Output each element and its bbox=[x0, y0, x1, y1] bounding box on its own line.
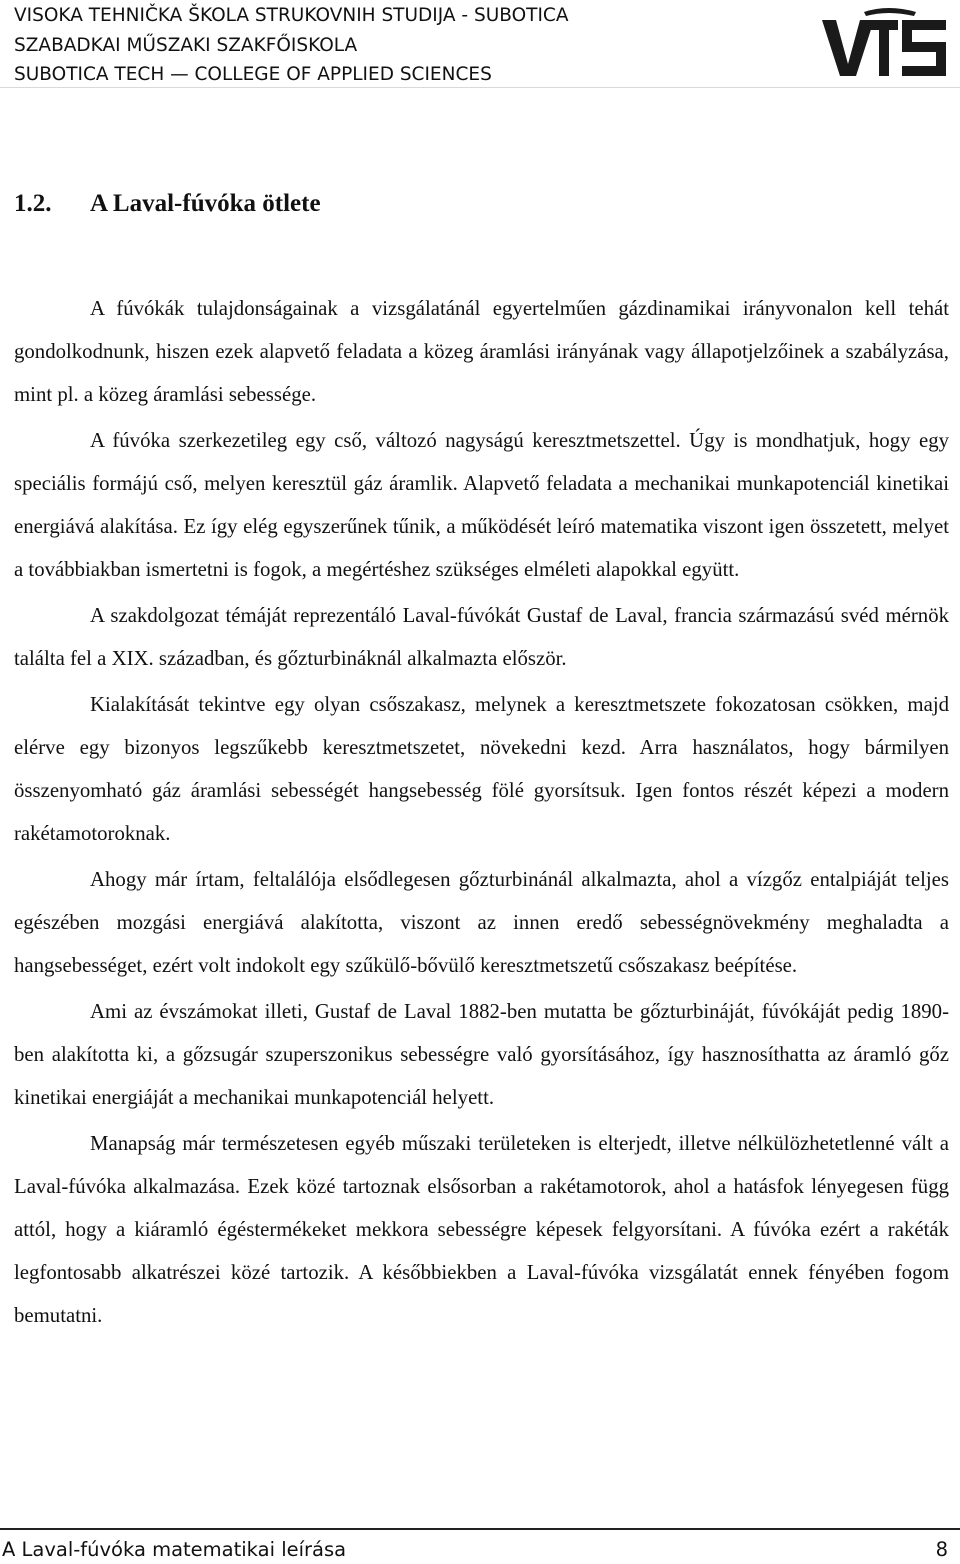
paragraph: Kialakítását tekintve egy olyan csőszakasz, melynek a keresztmetszete fokozatosan csökken, majd elérve egy bizonyos legszűkebb keresztmetszetet, növekedni kezd. Arra használatos, hogy bármilyen összenyomható gáz áramlási sebességét hangsebesség fölé gyorsítsuk. Igen fontos részét képezi a modern rakétamotoroknak. bbox=[14, 693, 949, 845]
header-line-3: SUBOTICA TECH — COLLEGE OF APPLIED SCIENCES bbox=[14, 64, 492, 85]
page-number: 8 bbox=[935, 1538, 948, 1561]
section-heading bbox=[14, 184, 321, 224]
section-number: 1.2. bbox=[14, 190, 52, 217]
page-header bbox=[0, 0, 960, 96]
paragraph: A fúvóka szerkezetileg egy cső, változó nagyságú keresztmetszettel. Úgy is mondhatjuk, hogy egy speciális formájú cső, melyen keresztül gáz áramlik. Alapvető feladata a mechanikai munkapotenciál kinetikai energiává alakítása. Ez így elég egyszerűnek tűnik, a működését leíró matematika viszont igen összetett, melyet a továbbiakban ismertetni is fogok, a megértéshez szükséges elméleti alapokkal együtt. bbox=[14, 429, 949, 581]
footer-divider bbox=[0, 1528, 960, 1530]
section-title: A Laval-fúvóka ötlete bbox=[90, 190, 321, 217]
header-line-1: VISOKA TEHNIČKA ŠKOLA STRUKOVNIH STUDIJA - SUBOTICA bbox=[14, 5, 569, 26]
body-text bbox=[14, 287, 949, 1340]
paragraph: Ahogy már írtam, feltalálója elsődlegesen gőzturbinánál alkalmazta, ahol a vízgőz entalpiáját teljes egészében mozgási energiává alakította, viszont az innen eredő sebességnövekmény meghaladta a hangsebességet, ezért volt indokolt egy szűkülő-bővülő keresztmetszetű csőszakasz beépítése. bbox=[14, 868, 949, 977]
header-divider bbox=[0, 87, 960, 88]
header-line-2: SZABADKAI MŰSZAKI SZAKFŐISKOLA bbox=[14, 34, 358, 56]
paragraph: A fúvókák tulajdonságainak a vizsgálatánál egyertelműen gázdinamikai irányvonalon kell tehát gondolkodnunk, hiszen ezek alapvető feladata a közeg áramlási irányának vagy állapotjelzőinek a szabályzása, mint pl. a közeg áramlási sebessége. bbox=[14, 297, 949, 406]
vts-logo-icon bbox=[818, 6, 950, 82]
paragraph: A szakdolgozat témáját reprezentáló Laval-fúvókát Gustaf de Laval, francia származású svéd mérnök találta fel a XIX. században, és gőzturbináknál alkalmazta először. bbox=[14, 604, 949, 670]
paragraph: Ami az évszámokat illeti, Gustaf de Laval 1882-ben mutatta be gőzturbináját, fúvókáját pedig 1890-ben alakította ki, a gőzsugár szuperszonikus sebességre való gyorsításához, így hasznosíthatta az áramló gőz kinetikai energiáját a mechanikai munkapotenciál helyett. bbox=[14, 1000, 949, 1109]
paragraph: Manapság már természetesen egyéb műszaki területeken is elterjedt, illetve nélkülözhetetlenné vált a Laval-fúvóka alkalmazása. Ezek közé tartoznak elsősorban a rakétamotorok, ahol a hatásfok lényegesen függ attól, hogy a kiáramló égéstermékeket mekkora sebességre képesek felgyorsítani. A fúvóka ezért a rakéták legfontosabb alkatrészei közé tartozik. A későbbiekben a Laval-fúvóka vizsgálatát ennek fényében fogom bemutatni. bbox=[14, 1132, 949, 1327]
footer-title: A Laval-fúvóka matematikai leírása bbox=[2, 1538, 347, 1561]
page-footer bbox=[0, 1536, 960, 1564]
institution-name bbox=[14, 1, 569, 90]
